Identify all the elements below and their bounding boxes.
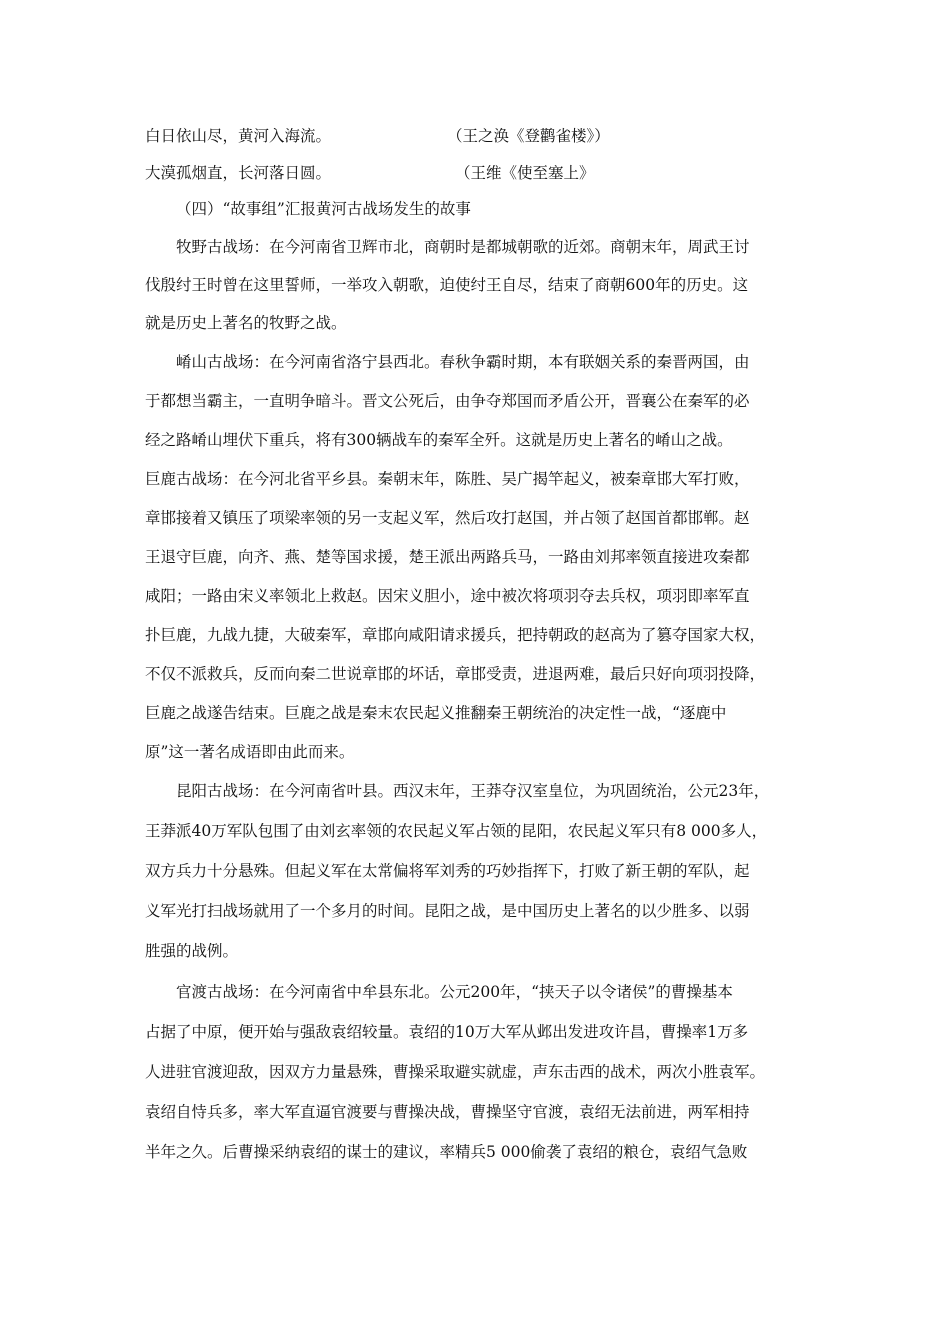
paragraph-line: 巨鹿之战遂告结束。巨鹿之战是秦末农民起义推翻秦王朝统治的决定性一战，“逐鹿中 (145, 704, 727, 722)
paragraph-line: 人进驻官渡迎敌，因双方力量悬殊，曹操采取避实就虚，声东击西的战术，两次小胜袁军。 (145, 1063, 766, 1081)
paragraph-line: 半年之久。后曹操采纳袁绍的谋士的建议，率精兵5 000偷袭了袁绍的粮仓，袁绍气急败 (145, 1143, 748, 1161)
paragraph-line: 于都想当霸主，一直明争暗斗。晋文公死后，由争夺郑国而矛盾公开，晋襄公在秦军的必 (145, 392, 750, 410)
paragraph-line: 胜强的战例。 (145, 942, 239, 960)
poem-line-1: 白日依山尽，黄河入海流。 (145, 127, 332, 145)
paragraph-line: 原”这一著名成语即由此而来。 (145, 743, 355, 761)
paragraph-line: 王退守巨鹿，向齐、燕、楚等国求援，楚王派出两路兵马，一路由刘邦率领直接进攻秦都 (145, 548, 750, 566)
paragraph-line: 巨鹿古战场：在今河北省平乡县。秦朝末年，陈胜、吴广揭竿起义，被秦章邯大军打败， (145, 470, 750, 488)
paragraph-line: 王莽派40万军队包围了由刘玄率领的农民起义军占领的昆阳，农民起义军只有8 000多人， (145, 822, 768, 840)
paragraph-line: 崤山古战场：在今河南省洛宁县西北。春秋争霸时期，本有联姻关系的秦晋两国，由 (176, 353, 750, 371)
paragraph-line: 章邯接着又镇压了项梁率领的另一支起义军，然后攻打赵国，并占领了赵国首都邯郸。赵 (145, 509, 750, 527)
poem-line-2: 大漠孤烟直，长河落日圆。 (145, 164, 332, 182)
paragraph-line: 牧野古战场：在今河南省卫辉市北，商朝时是都城朝歌的近郊。商朝末年，周武王讨 (176, 238, 750, 256)
poem-citation-1: （王之涣《登鹳雀楼》） (447, 127, 610, 145)
paragraph-line: 不仅不派救兵，反而向秦二世说章邯的坏话，章邯受责，进退两难，最后只好向项羽投降， (145, 665, 766, 683)
paragraph-line: 袁绍自恃兵多，率大军直逼官渡要与曹操决战，曹操坚守官渡，袁绍无法前进，两军相持 (145, 1103, 750, 1121)
paragraph-line: 咸阳；一路由宋义率领北上救赵。因宋义胆小，途中被次将项羽夺去兵权，项羽即率军直 (145, 587, 750, 605)
paragraph-line: 扑巨鹿，九战九捷，大破秦军，章邯向咸阳请求援兵，把持朝政的赵高为了篡夺国家大权， (145, 626, 766, 644)
paragraph-line: 占据了中原，便开始与强敌袁绍较量。袁绍的10万大军从邺出发进攻许昌，曹操率1万多 (145, 1023, 749, 1041)
paragraph-line: 官渡古战场：在今河南省中牟县东北。公元200年，“挟天子以令诸侯”的曹操基本 (176, 983, 733, 1001)
paragraph-line: 双方兵力十分悬殊。但起义军在太常偏将军刘秀的巧妙指挥下，打败了新王朝的军队，起 (145, 862, 750, 880)
paragraph-line: 经之路崤山埋伏下重兵，将有300辆战车的秦军全歼。这就是历史上著名的崤山之战。 (145, 431, 733, 449)
section-heading: （四）“故事组”汇报黄河古战场发生的故事 (176, 200, 471, 218)
paragraph-line: 就是历史上著名的牧野之战。 (145, 314, 347, 332)
paragraph-line: 昆阳古战场：在今河南省叶县。西汉末年，王莽夺汉室皇位，为巩固统治，公元23年， (176, 782, 770, 800)
paragraph-line: 义军光打扫战场就用了一个多月的时间。昆阳之战，是中国历史上著名的以少胜多、以弱 (145, 902, 750, 920)
poem-citation-2: （王维《使至塞上》 (455, 164, 595, 182)
paragraph-line: 伐殷纣王时曾在这里誓师，一举攻入朝歌，迫使纣王自尽，结束了商朝600年的历史。这 (145, 276, 749, 294)
